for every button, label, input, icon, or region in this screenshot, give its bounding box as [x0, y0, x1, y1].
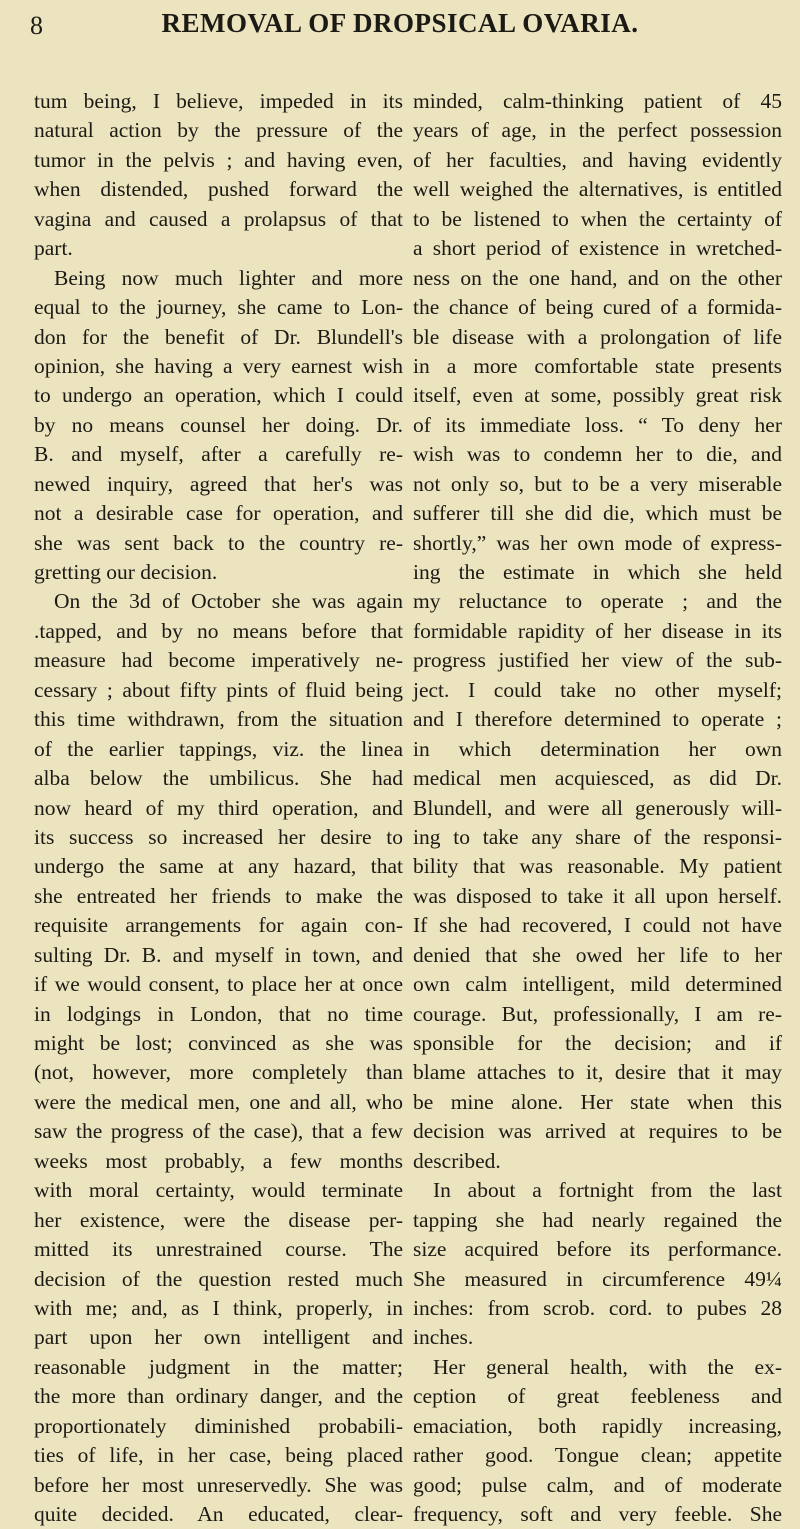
text-line: ject. I could take no other myself; — [413, 677, 782, 702]
text-line: saw the progress of the case), that a few — [34, 1119, 403, 1144]
running-title: REMOVAL OF DROPSICAL OVARIA. — [161, 8, 639, 38]
text-line: tapping she had nearly regained the — [413, 1207, 782, 1232]
text-line: natural action by the pressure of the — [34, 118, 403, 143]
text-line: to be listened to when the certainty of — [413, 206, 782, 231]
text-line: tum being, I believe, impeded in its — [34, 89, 403, 113]
text-line: shortly,” was her own mode of express- — [413, 530, 782, 555]
text-line: sponsible for the decision; and if — [413, 1031, 782, 1055]
text-line: ing to take any share of the responsi- — [413, 824, 782, 849]
text-line: ness on the one hand, and on the other — [413, 265, 782, 290]
text-line: well weighed the alternatives, is entitled — [413, 177, 782, 202]
text-line: of her faculties, and having evidently — [413, 147, 782, 172]
text-line: of its immediate loss. “ To deny her — [413, 412, 782, 437]
text-line: decision of the question rested much — [34, 1266, 403, 1291]
text-line: were the medical men, one and all, who — [34, 1089, 403, 1114]
text-line: part upon her own intelligent and — [34, 1325, 403, 1350]
text-line: inches: from scrob. cord. to pubes 28 — [413, 1295, 782, 1320]
left-text-column — [34, 87, 403, 1529]
text-line: decision was arrived at requires to be — [413, 1119, 782, 1144]
text-line: if we would consent, to place her at once — [34, 972, 403, 997]
text-line: inches. — [413, 1325, 474, 1350]
text-line: itself, even at some, possibly great risk — [413, 383, 782, 408]
text-line: described. — [413, 1148, 501, 1173]
text-line: in which determination her own — [413, 736, 782, 761]
text-line: courage. But, professionally, I am re- — [413, 1001, 782, 1026]
text-line: be mine alone. Her state when this — [413, 1089, 782, 1114]
text-line: in a more comfortable state presents — [413, 353, 782, 378]
text-line: She measured in circumference 49¼ — [413, 1266, 782, 1291]
text-line: medical men acquiesced, as did Dr. — [413, 766, 782, 791]
text-line: Her general health, with the ex- — [433, 1354, 782, 1379]
text-line: newed inquiry, agreed that her's was — [34, 471, 403, 496]
text-line: tumor in the pelvis ; and having even, — [34, 147, 403, 172]
text-line: ble disease with a prolongation of life — [413, 324, 782, 349]
text-line: ties of life, in her case, being placed — [34, 1443, 403, 1468]
text-line: ing the estimate in which she held — [413, 560, 782, 584]
text-line: weeks most probably, a few months — [34, 1148, 403, 1173]
text-line: bility that was reasonable. My patient — [413, 854, 782, 879]
text-line: B. and myself, after a carefully re- — [34, 442, 403, 467]
text-line: before her most unreservedly. She was — [34, 1472, 403, 1497]
text-line: part. — [34, 236, 73, 261]
text-line: equal to the journey, she came to Lon- — [34, 295, 403, 320]
text-line: size acquired before its performance. — [413, 1237, 782, 1262]
text-line: wish was to condemn her to die, and — [413, 442, 782, 467]
text-line: she was sent back to the country re- — [34, 530, 403, 555]
text-line: In about a fortnight from the last — [433, 1178, 782, 1203]
page-number: 8 — [30, 11, 43, 40]
text-line: .tapped, and by no means before that — [34, 618, 403, 643]
text-line: If she had recovered, I could not have — [413, 913, 782, 938]
text-line: requisite arrangements for again con- — [34, 913, 403, 938]
text-line: cessary ; about fifty pints of fluid being — [34, 677, 403, 702]
text-line: the chance of being cured of a formida- — [413, 295, 782, 320]
text-line: own calm intelligent, mild determined — [413, 972, 782, 997]
text-line: sulting Dr. B. and myself in town, and — [34, 942, 403, 967]
text-line: frequency, soft and very feeble. She — [413, 1502, 782, 1526]
text-line: to undergo an operation, which I could — [34, 383, 403, 408]
text-line: reasonable judgment in the matter; — [34, 1354, 403, 1379]
text-line: progress justified her view of the sub- — [413, 648, 782, 673]
text-line: quite decided. An educated, clear- — [34, 1502, 403, 1526]
text-line: by no means counsel her doing. Dr. — [34, 412, 403, 437]
text-line: alba below the umbilicus. She had — [34, 766, 403, 791]
text-line: when distended, pushed forward the — [34, 177, 403, 202]
text-line: undergo the same at any hazard, that — [34, 854, 403, 879]
text-line: emaciation, both rapidly increasing, — [413, 1413, 782, 1438]
text-line: On the 3d of October she was again — [54, 589, 403, 614]
text-line: Blundell, and were all generously will- — [413, 795, 782, 820]
right-text-column — [413, 87, 782, 1529]
text-line: she entreated her friends to make the — [34, 883, 403, 908]
text-line: vagina and caused a prolapsus of that — [34, 206, 403, 231]
text-line: with me; and, as I think, properly, in — [34, 1295, 403, 1320]
text-line: this time withdrawn, from the situation — [34, 707, 403, 732]
text-line: don for the benefit of Dr. Blundell's — [34, 324, 403, 349]
text-line: not only so, but to be a very miserable — [413, 471, 782, 496]
text-line: years of age, in the perfect possession — [413, 118, 782, 143]
text-line: opinion, she having a very earnest wish — [34, 353, 403, 378]
text-line: sufferer till she did die, which must be — [413, 501, 782, 526]
text-line: and I therefore determined to operate ; — [413, 707, 782, 732]
text-line: blame attaches to it, desire that it may — [413, 1060, 782, 1085]
text-line: mitted its unrestrained course. The — [34, 1237, 403, 1262]
text-line: my reluctance to operate ; and the — [413, 589, 782, 614]
text-line: might be lost; convinced as she was — [34, 1031, 403, 1055]
text-line: now heard of my third operation, and — [34, 795, 403, 820]
text-line: proportionately diminished probabili- — [34, 1413, 403, 1438]
text-line: its success so increased her desire to — [34, 824, 403, 849]
text-line: Being now much lighter and more — [54, 265, 403, 290]
text-line: measure had become imperatively ne- — [34, 648, 403, 673]
text-line: gretting our decision. — [34, 560, 218, 584]
text-line: was disposed to take it all upon herself. — [413, 883, 782, 908]
text-line: not a desirable case for operation, and — [34, 501, 403, 526]
text-line: her existence, were the disease per- — [34, 1207, 403, 1232]
text-line: (not, however, more completely than — [34, 1060, 403, 1085]
text-line: rather good. Tongue clean; appetite — [413, 1443, 782, 1468]
text-line: a short period of existence in wretched- — [413, 236, 782, 261]
text-line: ception of great feebleness and — [413, 1384, 782, 1409]
text-line: in lodgings in London, that no time — [34, 1001, 403, 1026]
text-line: formidable rapidity of her disease in its — [413, 618, 782, 643]
text-line: of the earlier tappings, viz. the linea — [34, 736, 403, 761]
text-line: minded, calm-thinking patient of 45 — [413, 89, 782, 113]
text-line: with moral certainty, would terminate — [34, 1178, 403, 1203]
text-line: the more than ordinary danger, and the — [34, 1384, 403, 1409]
text-line: good; pulse calm, and of moderate — [413, 1472, 782, 1497]
text-line: denied that she owed her life to her — [413, 942, 782, 967]
